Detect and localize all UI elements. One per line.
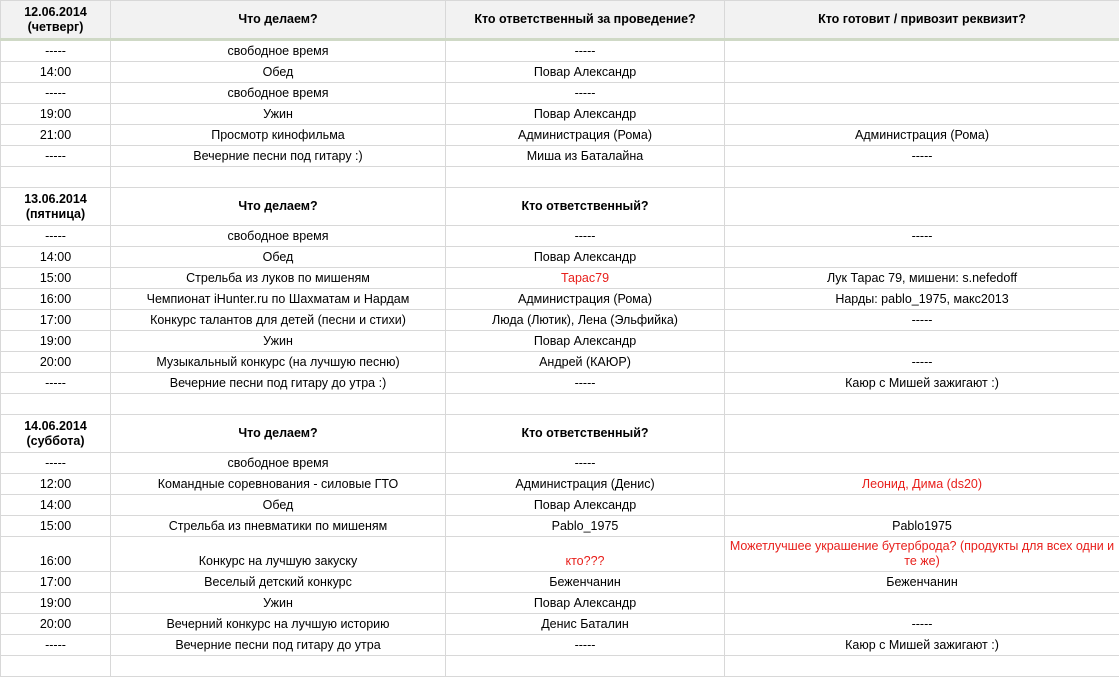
empty-cell[interactable] (111, 656, 446, 677)
empty-cell[interactable] (1, 394, 111, 415)
empty-row (1, 394, 1119, 415)
time-cell[interactable]: 14:00 (1, 495, 111, 516)
responsible-cell[interactable]: Администрация (Денис) (446, 474, 725, 495)
props-cell[interactable]: Нарды: pablo_1975, макс2013 (725, 289, 1119, 310)
props-cell[interactable]: Беженчанин (725, 572, 1119, 593)
table-row (1, 537, 1119, 572)
table-row (1, 268, 1119, 289)
table-row (1, 352, 1119, 373)
time-cell[interactable]: 20:00 (1, 614, 111, 635)
responsible-cell[interactable]: Тарас79 (446, 268, 725, 289)
time-cell[interactable]: 19:00 (1, 331, 111, 352)
empty-cell[interactable] (1, 656, 111, 677)
column-header-who[interactable]: Кто ответственный за проведение? (446, 1, 725, 40)
time-cell[interactable]: 16:00 (1, 289, 111, 310)
time-cell[interactable]: ----- (1, 226, 111, 247)
props-cell[interactable] (725, 83, 1119, 104)
table-row (1, 516, 1119, 537)
table-row (1, 146, 1119, 167)
responsible-cell[interactable]: Люда (Лютик), Лена (Эльфийка) (446, 310, 725, 331)
activity-cell[interactable]: Обед (111, 495, 446, 516)
props-cell[interactable] (725, 453, 1119, 474)
time-cell[interactable]: 20:00 (1, 352, 111, 373)
empty-cell[interactable] (725, 656, 1119, 677)
activity-cell[interactable]: Музыкальный конкурс (на лучшую песню) (111, 352, 446, 373)
responsible-cell[interactable]: Pablo_1975 (446, 516, 725, 537)
empty-cell[interactable] (111, 167, 446, 188)
time-cell[interactable]: ----- (1, 635, 111, 656)
props-cell[interactable] (725, 104, 1119, 125)
time-cell[interactable]: 19:00 (1, 593, 111, 614)
time-cell[interactable]: 19:00 (1, 104, 111, 125)
activity-cell[interactable]: Ужин (111, 593, 446, 614)
props-cell[interactable] (725, 593, 1119, 614)
time-cell[interactable]: 17:00 (1, 572, 111, 593)
table-row (1, 614, 1119, 635)
activity-cell[interactable]: Вечерние песни под гитару до утра :) (111, 373, 446, 394)
responsible-cell[interactable]: ----- (446, 453, 725, 474)
responsible-cell[interactable]: ----- (446, 40, 725, 62)
props-cell[interactable] (725, 62, 1119, 83)
time-cell[interactable]: ----- (1, 40, 111, 62)
activity-cell[interactable]: Ужин (111, 331, 446, 352)
empty-row (1, 656, 1119, 677)
empty-row (1, 167, 1119, 188)
responsible-cell[interactable]: ----- (446, 373, 725, 394)
column-header-props[interactable] (725, 188, 1119, 226)
table-row (1, 453, 1119, 474)
table-row (1, 635, 1119, 656)
time-cell[interactable]: 14:00 (1, 247, 111, 268)
responsible-cell[interactable]: ----- (446, 226, 725, 247)
props-cell[interactable]: Pablo1975 (725, 516, 1119, 537)
responsible-cell[interactable]: ----- (446, 83, 725, 104)
column-header-who[interactable]: Кто ответственный? (446, 188, 725, 226)
responsible-cell[interactable]: Повар Александр (446, 593, 725, 614)
day-header-row (1, 1, 1119, 40)
time-cell[interactable]: 15:00 (1, 516, 111, 537)
props-cell[interactable]: Леонид, Дима (ds20) (725, 474, 1119, 495)
time-cell[interactable]: 14:00 (1, 62, 111, 83)
activity-cell[interactable]: Чемпионат iHunter.ru по Шахматам и Нардам (111, 289, 446, 310)
table-row (1, 247, 1119, 268)
responsible-cell[interactable]: Денис Баталин (446, 614, 725, 635)
props-cell[interactable]: ----- (725, 226, 1119, 247)
day-date-cell[interactable] (1, 1, 111, 40)
responsible-cell[interactable]: Миша из Баталайна (446, 146, 725, 167)
column-header-props[interactable] (725, 415, 1119, 453)
activity-cell[interactable]: свободное время (111, 83, 446, 104)
responsible-cell[interactable]: Повар Александр (446, 62, 725, 83)
responsible-cell[interactable]: Администрация (Рома) (446, 289, 725, 310)
time-cell[interactable]: ----- (1, 373, 111, 394)
table-row (1, 62, 1119, 83)
time-cell[interactable]: 12:00 (1, 474, 111, 495)
props-cell[interactable] (725, 331, 1119, 352)
activity-cell[interactable]: Просмотр кинофильма (111, 125, 446, 146)
table-row (1, 373, 1119, 394)
day-date: 12.06.2014 (24, 5, 87, 19)
empty-cell[interactable] (725, 167, 1119, 188)
table-row (1, 104, 1119, 125)
column-header-what[interactable]: Что делаем? (111, 1, 446, 40)
props-cell[interactable]: Каюр с Мишей зажигают :) (725, 635, 1119, 656)
responsible-cell[interactable]: Повар Александр (446, 247, 725, 268)
props-cell[interactable]: Можетлучшее украшение бутерброда? (продукты для всех одни и те же) (725, 537, 1119, 572)
table-row (1, 226, 1119, 247)
props-cell[interactable]: ----- (725, 352, 1119, 373)
table-row (1, 495, 1119, 516)
day-date-cell[interactable] (1, 188, 111, 226)
props-cell[interactable]: Каюр с Мишей зажигают :) (725, 373, 1119, 394)
column-header-props[interactable]: Кто готовит / привозит реквизит? (725, 1, 1119, 40)
time-cell[interactable]: ----- (1, 453, 111, 474)
column-header-what[interactable]: Что делаем? (111, 188, 446, 226)
day-date-cell[interactable] (1, 415, 111, 453)
empty-cell[interactable] (1, 167, 111, 188)
empty-cell[interactable] (446, 656, 725, 677)
day-weekday: (суббота) (26, 434, 84, 448)
responsible-cell[interactable]: Администрация (Рома) (446, 125, 725, 146)
table-row (1, 474, 1119, 495)
table-row (1, 310, 1119, 331)
activity-cell[interactable]: свободное время (111, 226, 446, 247)
day-date: 14.06.2014 (24, 419, 87, 433)
activity-cell[interactable]: свободное время (111, 453, 446, 474)
responsible-cell[interactable]: Повар Александр (446, 495, 725, 516)
responsible-cell[interactable]: Повар Александр (446, 104, 725, 125)
activity-cell[interactable]: Ужин (111, 104, 446, 125)
props-cell[interactable] (725, 495, 1119, 516)
column-header-who[interactable]: Кто ответственный? (446, 415, 725, 453)
activity-cell[interactable]: свободное время (111, 40, 446, 62)
empty-cell[interactable] (111, 394, 446, 415)
activity-cell[interactable]: Конкурс талантов для детей (песни и стихи) (111, 310, 446, 331)
day-header-row (1, 415, 1119, 453)
time-cell[interactable]: ----- (1, 146, 111, 167)
table-row (1, 593, 1119, 614)
table-row (1, 331, 1119, 352)
activity-cell[interactable]: Конкурс на лучшую закуску (111, 537, 446, 572)
table-row (1, 289, 1119, 310)
responsible-cell[interactable]: Повар Александр (446, 331, 725, 352)
props-cell[interactable]: ----- (725, 310, 1119, 331)
table-row (1, 40, 1119, 62)
activity-cell[interactable]: Вечерние песни под гитару до утра (111, 635, 446, 656)
responsible-cell[interactable]: ----- (446, 635, 725, 656)
props-cell[interactable]: ----- (725, 614, 1119, 635)
empty-cell[interactable] (446, 167, 725, 188)
props-cell[interactable] (725, 40, 1119, 62)
responsible-cell[interactable]: Беженчанин (446, 572, 725, 593)
time-cell[interactable]: 15:00 (1, 268, 111, 289)
responsible-cell[interactable]: Андрей (КАЮР) (446, 352, 725, 373)
props-cell[interactable] (725, 247, 1119, 268)
responsible-cell[interactable]: кто??? (446, 537, 725, 572)
empty-cell[interactable] (446, 394, 725, 415)
column-header-what[interactable]: Что делаем? (111, 415, 446, 453)
time-cell[interactable]: ----- (1, 83, 111, 104)
activity-cell[interactable]: Командные соревнования - силовые ГТО (111, 474, 446, 495)
activity-cell[interactable]: Стрельба из луков по мишеням (111, 268, 446, 289)
activity-cell[interactable]: Стрельба из пневматики по мишеням (111, 516, 446, 537)
day-weekday: (четверг) (28, 20, 84, 34)
table-row (1, 572, 1119, 593)
activity-cell[interactable]: Вечерние песни под гитару :) (111, 146, 446, 167)
time-cell[interactable]: 16:00 (1, 537, 111, 572)
empty-cell[interactable] (725, 394, 1119, 415)
time-cell[interactable]: 21:00 (1, 125, 111, 146)
props-cell[interactable]: ----- (725, 146, 1119, 167)
day-weekday: (пятница) (26, 207, 85, 221)
day-header-row (1, 188, 1119, 226)
day-date: 13.06.2014 (24, 192, 87, 206)
activity-cell[interactable]: Обед (111, 62, 446, 83)
activity-cell[interactable]: Обед (111, 247, 446, 268)
time-cell[interactable]: 17:00 (1, 310, 111, 331)
activity-cell[interactable]: Веселый детский конкурс (111, 572, 446, 593)
props-cell[interactable]: Лук Тарас 79, мишени: s.nefedoff (725, 268, 1119, 289)
table-row (1, 125, 1119, 146)
activity-cell[interactable]: Вечерний конкурс на лучшую историю (111, 614, 446, 635)
table-row (1, 83, 1119, 104)
props-cell[interactable]: Администрация (Рома) (725, 125, 1119, 146)
